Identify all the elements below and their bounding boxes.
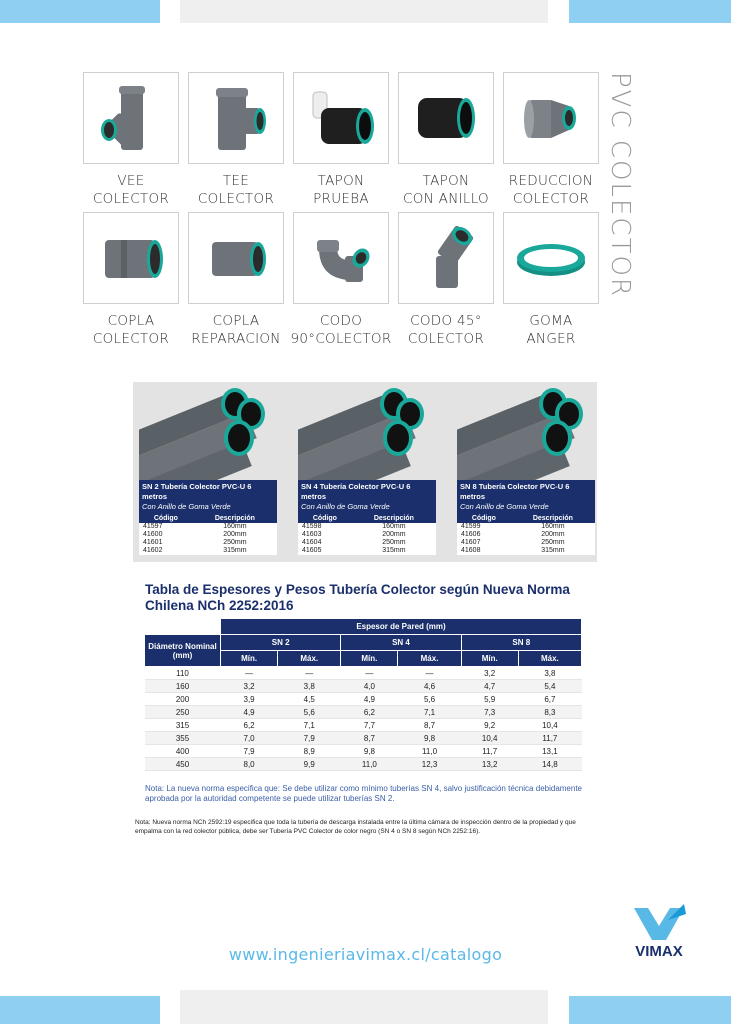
table-row	[145, 719, 582, 732]
thickness-cell: 3,2	[461, 667, 518, 680]
thickness-cell: 8,0	[221, 758, 278, 771]
product-name-line2: 90°COLECTOR	[290, 331, 392, 347]
pipe-card-sn4	[298, 382, 436, 555]
thickness-cell: 4,9	[341, 693, 398, 706]
max-header: Máx.	[398, 651, 461, 667]
min-header: Mín.	[461, 651, 518, 667]
product-image-frame	[503, 212, 599, 304]
col-header-code: Código	[457, 514, 511, 523]
table-row	[145, 758, 582, 771]
product-copla-colector	[80, 212, 182, 348]
pipe-code-table	[457, 514, 595, 555]
thickness-cell: 7,3	[461, 706, 518, 719]
thickness-table	[144, 618, 582, 771]
thickness-cell: 7,1	[278, 719, 341, 732]
product-image-frame	[293, 72, 389, 164]
product-name-line1: TAPON	[422, 173, 470, 189]
product-name-line1: TEE	[222, 173, 250, 189]
repair-coupling-icon	[196, 218, 276, 298]
header-right-bar	[569, 0, 731, 23]
diameter-cell: 160	[145, 680, 221, 693]
product-image-frame	[398, 72, 494, 164]
pipe-card-title-text: SN 4 Tubería Colector PVC-U 6 metros	[301, 482, 411, 501]
thickness-cell: 8,7	[398, 719, 461, 732]
product-name-line1: COPLA	[107, 313, 155, 329]
class-header-sn8: SN 8	[461, 635, 581, 651]
thickness-cell: 7,9	[278, 732, 341, 745]
product-image-frame	[293, 212, 389, 304]
product-name-line2: REPARACION	[191, 331, 281, 347]
diameter-cell: 355	[145, 732, 221, 745]
thickness-cell: 5,4	[518, 680, 581, 693]
table-row	[145, 745, 582, 758]
tee-fitting-icon	[196, 78, 276, 158]
product-name-line1: COPLA	[212, 313, 260, 329]
thickness-cell: 11,0	[398, 745, 461, 758]
product-vee-colector	[80, 72, 182, 208]
diameter-cell: 400	[145, 745, 221, 758]
thickness-cell: 4,0	[341, 680, 398, 693]
product-tapon-prueba	[290, 72, 392, 208]
header-left-bar	[0, 0, 160, 23]
product-image-frame	[188, 212, 284, 304]
thickness-cell: 6,2	[341, 706, 398, 719]
table-row: 41604 250mm	[302, 539, 406, 546]
col-header-code: Código	[139, 514, 193, 523]
product-codo-45	[395, 212, 497, 348]
footer-center-bar	[180, 990, 548, 1024]
pipe-card-sn8	[457, 382, 595, 555]
table-row: 41607 250mm	[461, 539, 565, 546]
thickness-cell: 7,7	[341, 719, 398, 732]
thickness-cell: 6,7	[518, 693, 581, 706]
table-row: 41603 200mm	[302, 531, 406, 538]
thickness-cell: 10,4	[461, 732, 518, 745]
table-row: 41608 315mm	[461, 547, 565, 554]
thickness-cell: —	[398, 667, 461, 680]
product-name-line2: COLECTOR	[92, 191, 170, 207]
pipe-image	[457, 382, 595, 480]
thickness-cell: 4,7	[461, 680, 518, 693]
thickness-cell: 4,6	[398, 680, 461, 693]
product-name-line2: PRUEBA	[313, 191, 369, 207]
pipe-card-title	[298, 480, 436, 514]
thickness-table-title: Tabla de Espesores y Pesos Tubería Colector según Nueva Norma Chilena NCh 2252:2016	[145, 582, 570, 613]
thickness-cell: 9,8	[398, 732, 461, 745]
table-row: 41606 200mm	[461, 531, 565, 538]
thickness-cell: —	[221, 667, 278, 680]
diameter-header: Diámetro Nominal (mm)	[145, 635, 221, 667]
product-image-frame	[188, 72, 284, 164]
product-name-line1: CODO	[319, 313, 363, 329]
thickness-cell: 6,2	[221, 719, 278, 732]
wye-fitting-icon	[91, 78, 171, 158]
max-header: Máx.	[518, 651, 581, 667]
thickness-cell: 3,8	[278, 680, 341, 693]
col-header-desc: Descripción	[352, 514, 436, 523]
product-tee-colector	[185, 72, 287, 208]
table-row: 41600 200mm	[143, 531, 247, 538]
table-row: 41597 160mm	[143, 523, 247, 530]
thickness-cell: 10,4	[518, 719, 581, 732]
thickness-cell: 11,7	[518, 732, 581, 745]
pipe-code-table	[139, 514, 277, 555]
product-name-line1: GOMA	[529, 313, 573, 329]
thickness-cell: 9,2	[461, 719, 518, 732]
thickness-cell: 14,8	[518, 758, 581, 771]
thickness-cell: —	[278, 667, 341, 680]
thickness-cell: 13,1	[518, 745, 581, 758]
pipe-card-title	[139, 480, 277, 514]
table-row: 41605 315mm	[302, 547, 406, 554]
diameter-cell: 250	[145, 706, 221, 719]
col-header-desc: Descripción	[193, 514, 277, 523]
thickness-cell: 4,5	[278, 693, 341, 706]
min-header: Mín.	[341, 651, 398, 667]
product-goma-anger	[500, 212, 602, 348]
product-name-line2: ANGER	[526, 331, 576, 347]
product-tapon-con-anillo	[395, 72, 497, 208]
thickness-cell: 13,2	[461, 758, 518, 771]
product-name-line1: TAPON	[317, 173, 365, 189]
thickness-cell: 8,9	[278, 745, 341, 758]
thickness-cell: 3,9	[221, 693, 278, 706]
table-row: 41599 160mm	[461, 523, 565, 530]
pvc-pipe-bundle-icon	[139, 382, 277, 480]
thickness-cell: 3,8	[518, 667, 581, 680]
thickness-cell: 9,8	[341, 745, 398, 758]
header-group: Espesor de Pared (mm)	[221, 619, 582, 635]
product-name-line1: REDUCCION	[508, 173, 594, 189]
thickness-cell: 5,6	[278, 706, 341, 719]
product-name-line2: COLECTOR	[92, 331, 170, 347]
product-image-frame	[83, 212, 179, 304]
product-name-line1: VEE	[117, 173, 145, 189]
pipe-image	[139, 382, 277, 480]
header-center-bar	[180, 0, 548, 23]
thickness-cell: 11,7	[461, 745, 518, 758]
nch-note: Nota: Nueva norma NCh 2592:19 especifica que toda la tubería de descarga instalada entre la última cámara de inspección dentro de la propiedad y que empalma con la red colector pública, debe ser Tubería PVC Colector de color negro (SN 4 o SN 8 según NCh 2252:16).	[135, 819, 576, 835]
footer-left-bar	[0, 996, 160, 1024]
logo-wordmark: VIMAX	[635, 943, 683, 960]
diameter-cell: 315	[145, 719, 221, 732]
ring-plug-icon	[406, 78, 486, 158]
thickness-cell: 7,1	[398, 706, 461, 719]
table-row	[145, 693, 582, 706]
pvc-pipe-bundle-icon	[457, 382, 595, 480]
product-name-line2: COLECTOR	[407, 331, 485, 347]
thickness-cell: 9,9	[278, 758, 341, 771]
table-row: 41602 315mm	[143, 547, 247, 554]
class-header-sn4: SN 4	[341, 635, 461, 651]
pipe-card-title	[457, 480, 595, 514]
thickness-cell: 7,0	[221, 732, 278, 745]
table-row	[145, 732, 582, 745]
product-copla-reparacion	[185, 212, 287, 348]
rubber-ring-icon	[511, 218, 591, 298]
min-header: Mín.	[221, 651, 278, 667]
product-name-line2: COLECTOR	[512, 191, 590, 207]
section-title-text: PVC COLECTOR	[605, 72, 635, 298]
thickness-cell: —	[341, 667, 398, 680]
table-row: 41601 250mm	[143, 539, 247, 546]
product-name-line2: CON ANILLO	[403, 191, 489, 207]
coupling-icon	[91, 218, 171, 298]
pipe-image	[298, 382, 436, 480]
product-name-line1: CODO 45°	[410, 313, 482, 329]
pipe-card-subtitle: Con Anillo de Goma Verde	[142, 502, 231, 511]
table-row	[145, 706, 582, 719]
pipe-card-subtitle: Con Anillo de Goma Verde	[301, 502, 390, 511]
thickness-cell: 5,6	[398, 693, 461, 706]
elbow-45-icon	[406, 218, 486, 298]
thickness-cell: 12,3	[398, 758, 461, 771]
pipe-catalog-strip	[133, 382, 597, 562]
table-row	[145, 667, 582, 680]
thickness-cell: 8,3	[518, 706, 581, 719]
class-header-sn2: SN 2	[221, 635, 341, 651]
table-row	[145, 680, 582, 693]
product-name-line2: COLECTOR	[197, 191, 275, 207]
pipe-card-sn2	[139, 382, 277, 555]
product-reduccion-colector	[500, 72, 602, 208]
pvc-pipe-bundle-icon	[298, 382, 436, 480]
thickness-cell: 7,9	[221, 745, 278, 758]
thickness-cell: 4,9	[221, 706, 278, 719]
diameter-cell: 200	[145, 693, 221, 706]
diameter-cell: 110	[145, 667, 221, 680]
product-codo-90	[290, 212, 392, 348]
thickness-cell: 8,7	[341, 732, 398, 745]
reducer-icon	[511, 78, 591, 158]
table-row: 41598 160mm	[302, 523, 406, 530]
norm-note: Nota: La nueva norma especifica que: Se debe utilizar como mínimo tuberías SN 4, salvo justificación técnica debidamente aprobada por la autoridad competente se puede utilizar tuberías SN 2.	[145, 784, 582, 803]
col-header-desc: Descripción	[511, 514, 595, 523]
thickness-cell: 5,9	[461, 693, 518, 706]
max-header: Máx.	[278, 651, 341, 667]
thickness-cell: 3,2	[221, 680, 278, 693]
pipe-card-subtitle: Con Anillo de Goma Verde	[460, 502, 549, 511]
col-header-code: Código	[298, 514, 352, 523]
elbow-90-icon	[301, 218, 381, 298]
pipe-card-title-text: SN 2 Tubería Colector PVC-U 6 metros	[142, 482, 252, 501]
test-plug-icon	[301, 78, 381, 158]
catalog-url-link[interactable]: www.ingenieriavimax.cl/catalogo	[228, 945, 503, 964]
thickness-cell: 11,0	[341, 758, 398, 771]
diameter-cell: 450	[145, 758, 221, 771]
pipe-code-table	[298, 514, 436, 555]
product-image-frame	[398, 212, 494, 304]
product-image-frame	[83, 72, 179, 164]
product-image-frame	[503, 72, 599, 164]
pipe-card-title-text: SN 8 Tubería Colector PVC-U 6 metros	[460, 482, 570, 501]
footer-right-bar	[569, 996, 731, 1024]
